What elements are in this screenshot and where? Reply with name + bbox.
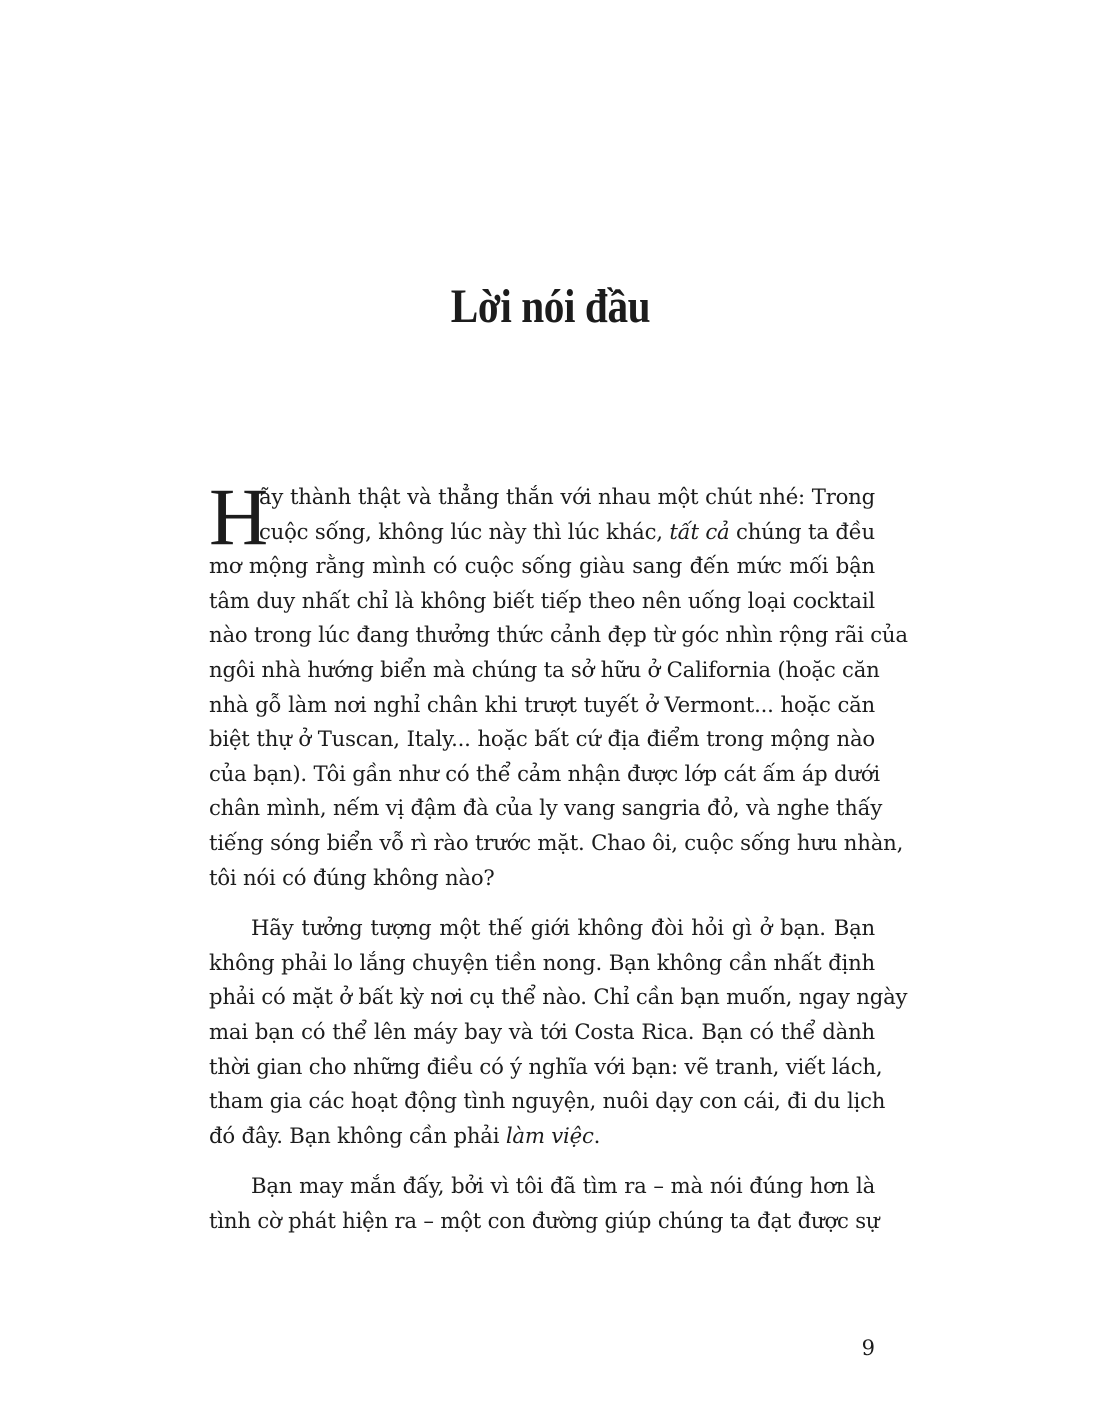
paragraph bbox=[209, 911, 908, 1153]
text-line: tâm duy nhất chỉ là không biết tiếp theo nên uống loại cocktail bbox=[209, 587, 875, 613]
text-line: tôi nói có đúng không nào? bbox=[209, 864, 495, 890]
page-number: 9 bbox=[861, 1336, 875, 1360]
paragraph bbox=[209, 1169, 880, 1238]
text-line: ngôi nhà hướng biển mà chúng ta sở hữu ở California (hoặc căn bbox=[209, 656, 880, 682]
text-line: phải có mặt ở bất kỳ nơi cụ thể nào. Chỉ cần bạn muốn, ngay ngày bbox=[209, 984, 908, 1010]
text-line: biệt thự ở Tuscan, Italy... hoặc bất cứ địa điểm trong mộng nào bbox=[209, 726, 875, 752]
text-line: đó đây. Bạn không cần phải làm việc. bbox=[209, 1122, 601, 1148]
text-line: tình cờ phát hiện ra – một con đường giúp chúng ta đạt được sự bbox=[209, 1207, 880, 1233]
text-line: Bạn may mắn đấy, bởi vì tôi đã tìm ra – mà nói đúng hơn là bbox=[251, 1173, 875, 1199]
text-line: nào trong lúc đang thưởng thức cảnh đẹp từ góc nhìn rộng rãi của bbox=[209, 622, 908, 648]
chapter-title: Lời nói đầu bbox=[450, 280, 651, 333]
text-line: chân mình, nếm vị đậm đà của ly vang sangria đỏ, và nghe thấy bbox=[209, 795, 883, 821]
body-text bbox=[209, 471, 908, 1254]
text-line: nhà gỗ làm nơi nghỉ chân khi trượt tuyết ở Vermont... hoặc căn bbox=[209, 691, 875, 717]
text-line: mơ mộng rằng mình có cuộc sống giàu sang đến mức mối bận bbox=[209, 553, 875, 579]
drop-cap: H bbox=[209, 471, 269, 562]
text-line: của bạn). Tôi gần như có thể cảm nhận được lớp cát ấm áp dưới bbox=[209, 760, 880, 786]
paragraph bbox=[209, 471, 908, 895]
text-line: tham gia các hoạt động tình nguyện, nuôi dạy con cái, đi du lịch bbox=[209, 1088, 886, 1114]
text-line: không phải lo lắng chuyện tiền nong. Bạn không cần nhất định bbox=[209, 949, 875, 975]
text-line: Hãy tưởng tượng một thế giới không đòi hỏi gì ở bạn. Bạn bbox=[251, 915, 875, 941]
text-line: tiếng sóng biển vỗ rì rào trước mặt. Chao ôi, cuộc sống hưu nhàn, bbox=[209, 829, 904, 855]
text-line: H ãy thành thật và thẳng thắn với nhau một chút nhé: Trong bbox=[209, 471, 875, 562]
text-line: mai bạn có thể lên máy bay và tới Costa Rica. Bạn có thể dành bbox=[209, 1018, 875, 1044]
text-line: cuộc sống, không lúc này thì lúc khác, tất cả chúng ta đều bbox=[259, 518, 875, 544]
text-line: thời gian cho những điều có ý nghĩa với bạn: vẽ tranh, viết lách, bbox=[209, 1053, 883, 1079]
